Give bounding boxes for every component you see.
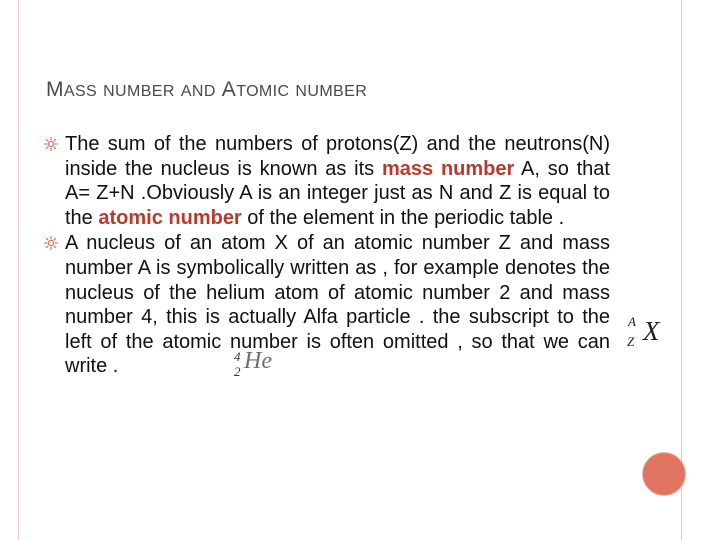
helium-element: He [244, 348, 272, 374]
helium-mass-number: 4 [234, 349, 241, 364]
helium-symbol [230, 344, 310, 378]
nuclide-notation [624, 312, 684, 352]
sun-icon [44, 137, 58, 151]
bullet-item [44, 231, 610, 379]
bullet-text: A nucleus of an atom X of an atomic number Z and mass number A is symbolically written as , for example denotes the nucleus of the helium atom of atomic number 2 and mass number 4, this is actually Alfa particle . the subscript to the left of the atomic number is often omitted , so that we can write . [65, 232, 610, 378]
atomic-number-term: atomic number [98, 206, 242, 229]
slide-title: MASS NUMBER AND ATOMIC NUMBER [46, 78, 368, 101]
bullet-item [44, 132, 610, 230]
decorative-circle [642, 452, 686, 496]
nuclide-mass-number: A [628, 314, 636, 329]
sun-icon [44, 236, 58, 250]
nuclide-atomic-number: Z [627, 334, 635, 349]
mass-number-term: mass number [382, 157, 515, 180]
helium-atomic-number: 2 [234, 364, 241, 378]
bullet-text: The sum of the numbers of protons(Z) and the neutrons(N) inside the nucleus is known as its mass number A, so that A= Z+N .Obviously A is an integer just as N and Z is equal to the atomic number of the element in the periodic table . [65, 133, 610, 229]
slide-body [44, 132, 610, 379]
nuclide-element: X [643, 316, 660, 346]
